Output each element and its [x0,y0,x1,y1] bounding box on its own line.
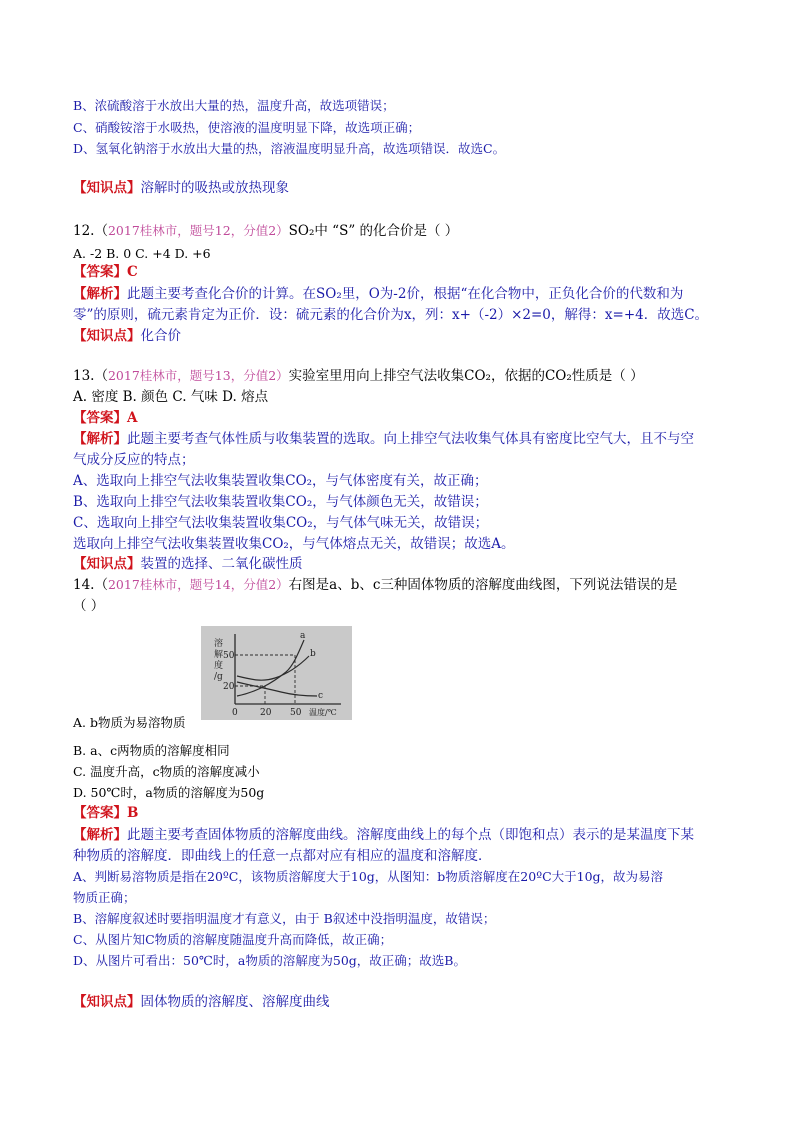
q13-line-c: C、选取向上排空气法收集装置收集CO₂，与气体气味无关，故错误； [73,515,489,531]
q13-analysis-1 [73,433,694,447]
q14-analysis-1 [73,829,694,843]
ylabel-2: 解 [214,650,224,660]
xlabel: 温度/℃ [309,708,337,717]
kp-text: 溶解时的吸热或放热现象 [140,180,289,196]
q12-source: 2017桂林市，题号12，分值2） [107,223,289,238]
q14-option-c: C. 温度升高，c物质的溶解度减小 [73,764,260,779]
q12-text: SO₂中 “S” 的化合价是（ ） [288,223,459,239]
curve-b-label: b [310,649,316,659]
q13-answer [73,412,137,426]
q13-number: 13.（ [73,368,108,384]
q13-analysis-2: 气成分反应的特点； [73,452,195,468]
kp-text: 化合价 [140,328,181,344]
q14-knowledge-point [73,996,330,1010]
graph-background [201,626,352,720]
q12-answer [73,266,138,280]
answer-value: C [127,264,138,280]
curve-a-label: a [300,631,306,641]
ylabel-4: /g [214,672,223,682]
q14-line-a2: 物质正确； [73,890,136,905]
q13-knowledge-point [73,558,303,572]
q14-analysis-2: 种物质的溶解度．即曲线上的任意一点都对应有相应的温度和溶解度． [73,848,492,864]
answer-label: 【答案】 [73,410,127,426]
q12-number: 12.（ [73,223,108,239]
prev-line-d: D、氢氧化钠溶于水放出大量的热，溶液温度明显升高，故选项错误．故选C。 [73,141,506,156]
kp-text: 装置的选择、二氧化碳性质 [140,556,303,572]
q14-option-a: A. b物质为易溶物质 [73,715,186,730]
q12-knowledge-point [73,330,181,344]
prev-line-b: B、浓硫酸溶于水放出大量的热，温度升高，故选项错误； [73,98,395,113]
q14-line-c: C、从图片知C物质的溶解度随温度升高而降低，故正确； [73,932,393,947]
kp-text: 固体物质的溶解度、溶解度曲线 [140,994,330,1010]
answer-label: 【答案】 [73,805,127,821]
ytick-20: 20 [223,682,235,692]
q14-source: 2017桂林市，题号14，分值2） [107,577,289,592]
q14-answer [73,807,138,821]
q14-stem-2: （ ） [73,598,105,614]
solubility-graph-svg [201,626,352,720]
q14-text: 右图是a、b、c三种固体物质的溶解度曲线图，下列说法错误的是 [288,577,678,593]
xtick-0: 0 [232,708,238,718]
q13-line-d: 选取向上排空气法收集装置收集CO₂，与气体熔点无关，故错误；故选A。 [73,536,515,552]
q13-options: A. 密度 B. 颜色 C. 气味 D. 熔点 [73,389,269,405]
ytick-50: 50 [223,651,235,661]
q12-analysis-2: 零”的原则，硫元素肯定为正价．设：硫元素的化合价为x，列：x+（-2）×2=0，解得：x=+4．故选C。 [73,307,709,323]
answer-value: A [127,410,138,426]
q12-stem [73,225,458,239]
prev-knowledge-point [73,182,289,196]
kp-label: 【知识点】 [73,994,141,1010]
analysis-label: 【解析】 [73,286,127,302]
q14-option-b: B. a、c两物质的溶解度相同 [73,743,230,758]
xtick-20: 20 [260,708,272,718]
q14-stem [73,579,677,593]
q14-line-d: D、从图片可看出：50℃时，a物质的溶解度为50g，故正确；故选B。 [73,953,466,968]
xtick-50: 50 [290,708,302,718]
analysis-text: 此题主要考查化合价的计算。在SO₂里，O为-2价，根据“在化合物中，正负化合价的代数和为 [127,286,684,302]
q13-line-a: A、选取向上排空气法收集装置收集CO₂，与气体密度有关，故正确； [73,473,488,489]
ylabel-1: 溶 [214,639,224,649]
kp-label: 【知识点】 [73,556,141,572]
q13-line-b: B、选取向上排空气法收集装置收集CO₂，与气体颜色无关，故错误； [73,494,488,510]
analysis-text: 此题主要考查气体性质与收集装置的选取。向上排空气法收集气体具有密度比空气大，且不与空 [127,431,694,447]
prev-line-c: C、硝酸铵溶于水吸热，使溶液的温度明显下降，故选项正确； [73,120,421,135]
q14-line-a1: A、判断易溶物质是指在20ºC，该物质溶解度大于10g，从图知：b物质溶解度在20ºC大于10g，故为易溶 [73,869,664,884]
q13-stem [73,370,644,384]
q14-number: 14.（ [73,577,108,593]
analysis-text: 此题主要考查固体物质的溶解度曲线。溶解度曲线上的每个点（即饱和点）表示的是某温度下某 [127,827,694,843]
kp-label: 【知识点】 [73,180,141,196]
q12-options: A. -2 B. 0 C. +4 D. +6 [73,246,211,261]
q13-source: 2017桂林市，题号13，分值2） [107,368,289,383]
answer-label: 【答案】 [73,264,127,280]
q14-line-b: B、溶解度叙述时要指明温度才有意义，由于 B叙述中没指明温度，故错误； [73,911,496,926]
analysis-label: 【解析】 [73,827,127,843]
q13-text: 实验室里用向上排空气法收集CO₂，依据的CO₂性质是（ ） [288,368,644,384]
ylabel-3: 度 [214,661,224,671]
q12-analysis-1 [73,288,683,302]
q14-option-d: D. 50℃时，a物质的溶解度为50g [73,785,265,800]
curve-c-label: c [318,691,324,701]
answer-value: B [127,805,139,821]
kp-label: 【知识点】 [73,328,141,344]
solubility-graph [201,626,352,720]
analysis-label: 【解析】 [73,431,127,447]
